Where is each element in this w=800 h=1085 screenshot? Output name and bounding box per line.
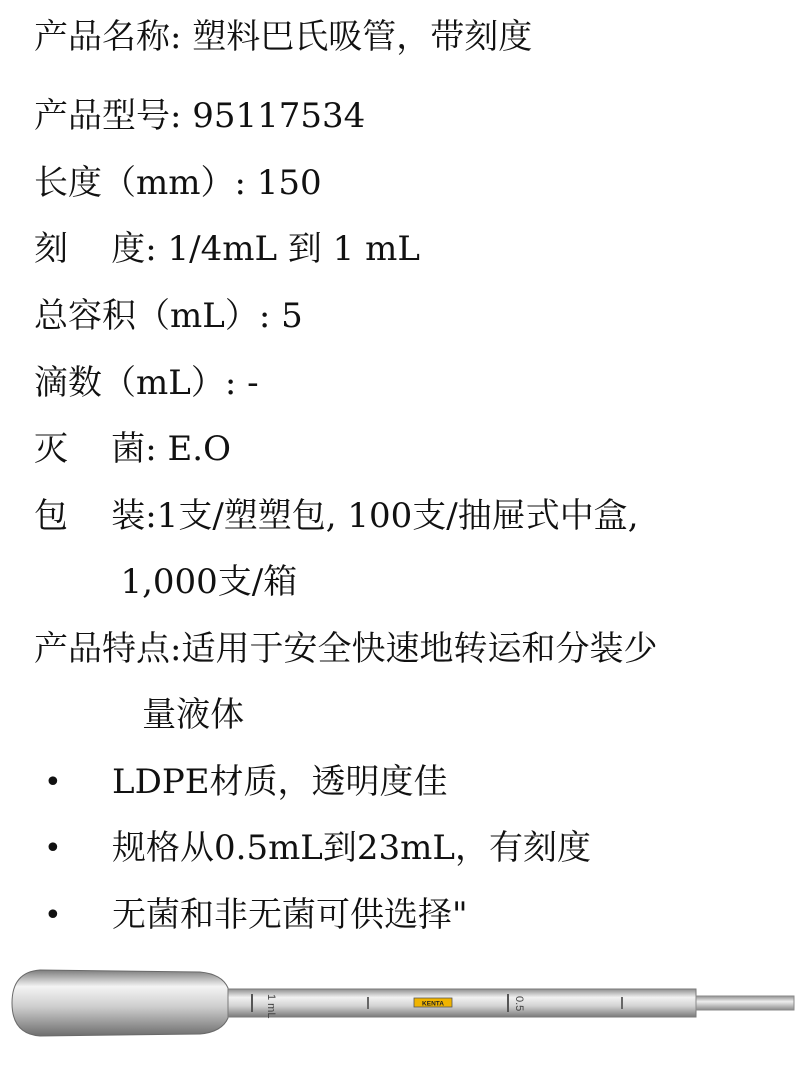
bullet-marker: •	[44, 765, 62, 800]
spec-packaging: 包 装:1支/塑塑包, 100支/抽屉式中盒,	[34, 496, 639, 536]
scale-left-label: 1 mL	[265, 994, 277, 1019]
brand-logo-text: KENTA	[422, 1000, 444, 1008]
pipette-tube	[228, 989, 696, 1017]
feature-bullet-material: LDPE材质，透明度佳	[112, 762, 448, 802]
spec-product-name: 产品名称: 塑料巴氏吸管，带刻度	[34, 17, 533, 57]
bullet-marker: •	[44, 898, 62, 933]
bullet-marker: •	[44, 831, 62, 866]
spec-total-volume: 总容积（mL）: 5	[34, 296, 303, 336]
spec-features-cont: 量液体	[34, 695, 245, 735]
pipette-image	[0, 958, 800, 1048]
spec-sterilization: 灭 菌: E.O	[34, 429, 231, 469]
spec-drops: 滴数（mL）: -	[34, 363, 259, 403]
pipette-bulb	[12, 970, 228, 1036]
pipette-tip	[696, 996, 794, 1010]
feature-bullet-range: 规格从0.5mL到23mL，有刻度	[112, 828, 591, 868]
spec-features: 产品特点:适用于安全快速地转运和分装少	[34, 629, 658, 669]
spec-product-model: 产品型号: 95117534	[34, 96, 366, 136]
feature-bullet-sterile: 无菌和非无菌可供选择"	[112, 895, 468, 935]
spec-packaging-cont: 1,000支/箱	[34, 562, 298, 602]
scale-right-label: 0.5	[513, 996, 525, 1012]
spec-length: 长度（mm）: 150	[34, 163, 322, 203]
spec-graduation: 刻 度: 1/4mL 到 1 mL	[34, 229, 420, 269]
